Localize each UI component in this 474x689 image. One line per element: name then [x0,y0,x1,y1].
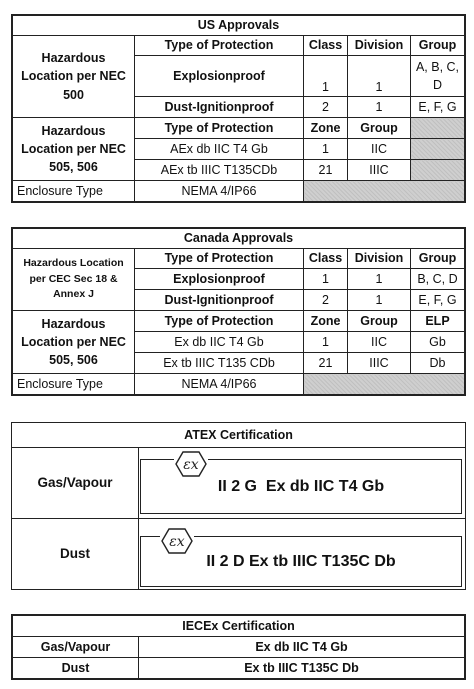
canada-zone-header-zone: Zone [304,311,348,332]
us-zone-row1-group: IIC [348,139,411,160]
canada-row-dust-type: Dust-Ignitionproof [135,290,304,311]
atex-row-dust [12,518,465,589]
atex-title: ATEX Certification [12,423,465,448]
us-zone-header-zone: Zone [304,118,348,139]
canada-header-group: Group [411,249,465,269]
ex-hexagon-icon [174,450,208,478]
us-hazardous-nec500-label: Hazardous Location per NEC 500 [13,36,135,118]
svg-text:εx: εx [183,457,199,473]
iecex-dust-label: Dust [13,658,139,679]
canada-enclosure-hatched-cell [304,374,465,395]
us-enclosure-label: Enclosure Type [13,181,135,202]
us-row-dust-group: E, F, G [411,97,465,118]
iecex-table [12,615,465,679]
us-header-division: Division [348,36,411,56]
canada-zone-table [12,310,465,395]
iecex-section [11,614,466,680]
us-enclosure-hatched-cell [304,181,465,202]
canada-row-explosionproof-class: 1 [304,269,348,290]
us-zone-row2-group: IIIC [348,160,411,181]
us-zone-row1-type: AEx db IIC T4 Gb [135,139,304,160]
canada-header-type: Type of Protection [135,249,304,269]
us-zone-header-group: Group [348,118,411,139]
canada-zone-row1-type: Ex db IIC T4 Gb [135,332,304,353]
us-zone-hatched-cell [411,139,465,160]
us-zone-row2-zone: 21 [304,160,348,181]
canada-zone-row1-elp: Gb [411,332,465,353]
canada-enclosure-label: Enclosure Type [13,374,135,395]
us-zone-row1-zone: 1 [304,139,348,160]
us-enclosure-value: NEMA 4/IP66 [135,181,304,202]
us-row-dust-type: Dust-Ignitionproof [135,97,304,118]
us-zone-table [12,117,465,202]
us-hazardous-nec505-label: Hazardous Location per NEC 505, 506 [13,118,135,181]
us-approvals-table [12,15,465,118]
atex-row-gas [12,447,465,519]
us-row-explosionproof-division: 1 [348,56,411,97]
atex-gas-label: Gas/Vapour [12,447,139,518]
us-row-dust-division: 1 [348,97,411,118]
canada-zone-row2-zone: 21 [304,353,348,374]
canada-approvals-table [12,228,465,311]
canada-zone-row2-group: IIIC [348,353,411,374]
iecex-title: IECEx Certification [13,616,465,637]
canada-zone-row1-group: IIC [348,332,411,353]
canada-hazardous-cec-label: Hazardous Location per CEC Sec 18 & Annex J [13,249,135,311]
svg-text:εx: εx [169,534,185,550]
canada-zone-row2-elp: Db [411,353,465,374]
us-header-class: Class [304,36,348,56]
canada-enclosure-value: NEMA 4/IP66 [135,374,304,395]
ex-hexagon-icon [160,527,194,555]
canada-zone-row1-zone: 1 [304,332,348,353]
iecex-gas-label: Gas/Vapour [13,637,139,658]
canada-row-dust-class: 2 [304,290,348,311]
canada-hazardous-nec505-label: Hazardous Location per NEC 505, 506 [13,311,135,374]
us-zone-hatched-cell [411,160,465,181]
iecex-gas-value: Ex db IIC T4 Gb [139,637,465,658]
us-row-explosionproof-type: Explosionproof [135,56,304,97]
canada-row-explosionproof-division: 1 [348,269,411,290]
iecex-dust-value: Ex tb IIIC T135C Db [139,658,465,679]
canada-title: Canada Approvals [13,229,465,249]
us-title: US Approvals [13,16,465,36]
canada-row-explosionproof-type: Explosionproof [135,269,304,290]
canada-approvals-section [11,227,466,396]
canada-zone-header-elp: ELP [411,311,465,332]
us-header-group: Group [411,36,465,56]
us-row-explosionproof-group: A, B, C, D [411,56,465,97]
canada-zone-row2-type: Ex tb IIIC T135 CDb [135,353,304,374]
canada-zone-header-group: Group [348,311,411,332]
atex-dust-value: II 2 D Ex tb IIIC T135C Db [206,552,396,570]
canada-zone-header-type: Type of Protection [135,311,304,332]
us-row-explosionproof-class: 1 [304,56,348,97]
us-approvals-section [11,14,466,203]
canada-header-division: Division [348,249,411,269]
us-row-dust-class: 2 [304,97,348,118]
us-zone-hatched-cell [411,118,465,139]
canada-row-dust-division: 1 [348,290,411,311]
atex-gas-value: II 2 G Ex db IIC T4 Gb [217,477,385,495]
canada-header-class: Class [304,249,348,269]
canada-row-explosionproof-group: B, C, D [411,269,465,290]
atex-dust-label: Dust [12,518,139,589]
us-zone-row2-type: AEx tb IIIC T135CDb [135,160,304,181]
canada-row-dust-group: E, F, G [411,290,465,311]
atex-section [11,422,466,590]
us-zone-header-type: Type of Protection [135,118,304,139]
us-header-type: Type of Protection [135,36,304,56]
